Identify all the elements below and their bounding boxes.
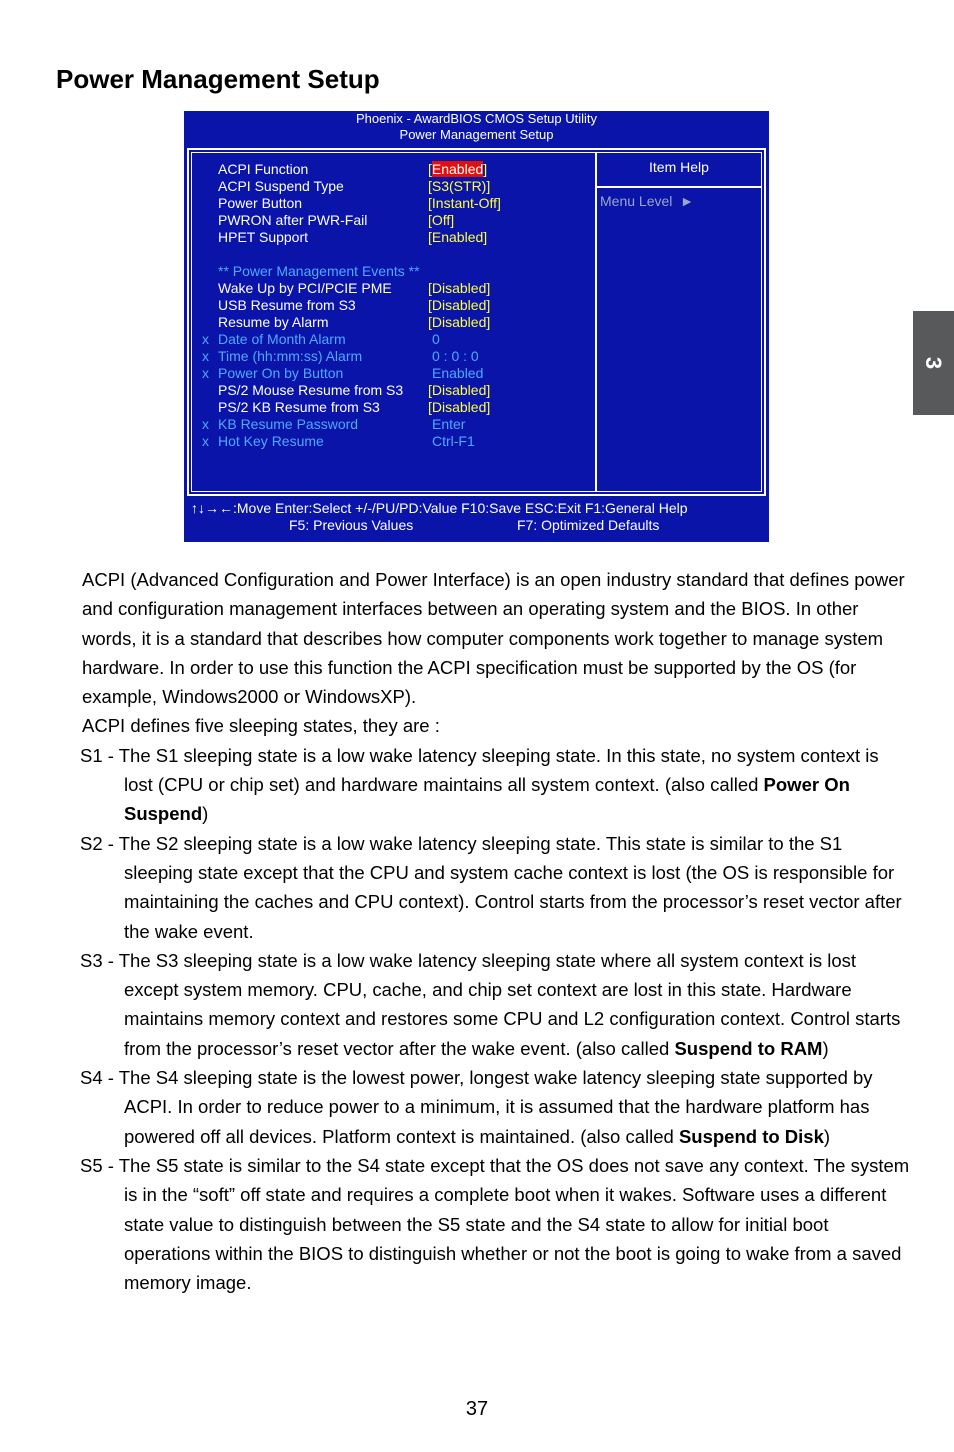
page-title: Power Management Setup — [56, 64, 380, 94]
sleep-state-name: Suspend to Disk — [678, 1125, 824, 1147]
setting-label: Wake Up by PCI/PCIE PME — [218, 280, 392, 296]
sleep-state-item — [80, 829, 910, 946]
disabled-marker: x — [202, 331, 209, 347]
setting-label: USB Resume from S3 — [218, 297, 356, 313]
menu-level — [600, 193, 694, 209]
setting-label: Resume by Alarm — [218, 314, 329, 330]
setting-value: [Disabled] — [428, 280, 491, 296]
intro-states-line: ACPI defines five sleeping states, they are : — [82, 715, 440, 737]
setting-value: 0 : 0 : 0 — [432, 348, 479, 364]
sleep-state-name: Suspend to RAM — [674, 1037, 823, 1059]
sleep-state-item — [80, 741, 910, 829]
bios-utility-title: Phoenix - AwardBIOS CMOS Setup Utility — [355, 111, 598, 126]
setting-value: Enter — [432, 416, 466, 432]
disabled-marker: x — [202, 433, 209, 449]
setting-label: ACPI Suspend Type — [218, 178, 344, 194]
setting-value: [Disabled] — [428, 399, 491, 415]
sleep-state-text: S1 - The S1 sleeping state is a low wake latency sleeping state. In this state, no system context is lost (CPU or chip set) and hardware maintains all system context. (also called — [80, 744, 879, 796]
bios-setting-row[interactable] — [192, 212, 592, 229]
disabled-marker: x — [202, 348, 209, 364]
setting-label: Power On by Button — [218, 365, 344, 381]
bracket-open: [ — [428, 161, 432, 177]
setting-label: HPET Support — [218, 229, 309, 245]
bios-setting-row[interactable] — [192, 195, 592, 212]
setting-label: Time (hh:mm:ss) Alarm — [218, 348, 363, 364]
footer-keys: ↑↓→←:Move Enter:Select +/-/PU/PD:Value F10:Save ESC:Exit F1:General Help — [191, 500, 688, 516]
sleep-state-text: S2 - The S2 sleeping state is a low wake latency sleeping state. This state is similar to the S1 sleeping state except that the CPU and system cache context is lost (the OS is responsible for maintaining the caches and CPU context). Control starts from the processor’s reset vector after the wake event. — [80, 832, 902, 942]
bios-setting-row[interactable] — [192, 399, 592, 416]
setting-value — [428, 161, 487, 178]
setting-label: KB Resume Password — [218, 416, 359, 432]
bios-setting-row[interactable] — [192, 178, 592, 195]
sleep-state-tail: ) — [823, 1125, 831, 1147]
bios-header — [184, 111, 769, 143]
setting-label: Power Button — [218, 195, 303, 211]
footer-previous-values: F5: Previous Values — [289, 517, 414, 533]
setting-label: Date of Month Alarm — [218, 331, 346, 347]
bios-main-frame — [187, 148, 766, 496]
setting-value: 0 — [432, 331, 440, 347]
page-number: 37 — [465, 1398, 489, 1420]
sleep-state-tail: ) — [202, 803, 209, 825]
item-help-title: Item Help — [649, 159, 709, 175]
sleep-state-name: Power On Suspend — [124, 774, 850, 825]
chapter-number: 3 — [921, 356, 947, 370]
triangle-right-icon: ► — [680, 193, 695, 209]
bios-setting-row — [192, 433, 592, 450]
setting-label: Hot Key Resume — [218, 433, 324, 449]
bracket-close: ] — [483, 161, 488, 177]
sleep-state-tail: ) — [822, 1037, 829, 1059]
bios-setting-row — [192, 331, 592, 348]
help-divider — [597, 186, 761, 188]
panel-divider — [595, 153, 597, 491]
sleep-state-item — [80, 1151, 910, 1297]
bios-setting-row[interactable] — [192, 161, 592, 178]
highlighted-value[interactable]: Enabled — [431, 161, 484, 177]
sleep-state-item — [80, 1063, 910, 1151]
bios-inner-frame — [191, 152, 762, 492]
setting-value: [Instant-Off] — [428, 195, 501, 211]
setting-value: [S3(STR)] — [428, 178, 491, 194]
intro-paragraph: ACPI (Advanced Configuration and Power Interface) is an open industry standard that defines power and configuration management interfaces between an operating system and the BIOS. In other words, it is a standard that describes how computer components work together to manage system hardware. In order to use this function the ACPI specification must be supported by the OS (for example, Windows2000 or WindowsXP). — [82, 569, 905, 708]
setting-value: [Off] — [428, 212, 455, 228]
bios-screenshot — [184, 111, 769, 542]
disabled-marker: x — [202, 365, 209, 381]
sleep-state-text: S3 - The S3 sleeping state is a low wake latency sleeping state where all system context is lost except system memory. CPU, cache, and chip set context are lost in this state. Hardware maintains memory context and restores some CPU and L2 configuration context. Control starts from the processor’s reset vector after the wake event. (also called — [80, 949, 901, 1059]
disabled-marker: x — [202, 416, 209, 432]
setting-label: PS/2 KB Resume from S3 — [218, 399, 380, 415]
bios-setting-row[interactable] — [192, 314, 592, 331]
bios-setting-row[interactable] — [192, 382, 592, 399]
setting-label: PS/2 Mouse Resume from S3 — [218, 382, 404, 398]
setting-label: ACPI Function — [218, 161, 309, 177]
sleep-state-item — [80, 946, 910, 1063]
footer-optimized-defaults: F7: Optimized Defaults — [517, 517, 660, 533]
setting-value: [Disabled] — [428, 382, 491, 398]
bios-setting-row — [192, 416, 592, 433]
bios-setting-row[interactable] — [192, 229, 592, 246]
sleep-state-text: S4 - The S4 sleeping state is the lowest power, longest wake latency sleeping state supported by ACPI. In order to reduce power to a minimum, it is assumed that the hardware platform has powered off all devices. Platform context is maintained. (also called — [80, 1067, 873, 1147]
bios-page-title: Power Management Setup — [399, 127, 554, 142]
setting-value: [Enabled] — [428, 229, 488, 245]
setting-value: Enabled — [432, 365, 484, 381]
chapter-tab — [913, 311, 954, 415]
bios-setting-row[interactable] — [192, 280, 592, 297]
setting-value: [Disabled] — [428, 314, 491, 330]
bios-setting-row — [192, 348, 592, 365]
bios-setting-row — [192, 263, 592, 280]
body-text — [80, 565, 910, 1297]
menu-level-label: Menu Level — [600, 193, 673, 209]
setting-label: PWRON after PWR-Fail — [218, 212, 368, 228]
bios-setting-row — [192, 365, 592, 382]
sleep-states-list — [80, 741, 910, 1298]
setting-label: ** Power Management Events ** — [218, 263, 420, 279]
bios-setting-row[interactable] — [192, 297, 592, 314]
setting-value: Ctrl-F1 — [432, 433, 475, 449]
sleep-state-text: S5 - The S5 state is similar to the S4 state except that the OS does not save any context. The system is in the “soft” off state and requires a complete boot when it wakes. Software uses a different state value to distinguish between the S5 state and the S4 state to allow for initial boot operations within the BIOS to distinguish whether or not the boot is going to wake from a saved memory image. — [80, 1154, 910, 1294]
setting-value: [Disabled] — [428, 297, 491, 313]
